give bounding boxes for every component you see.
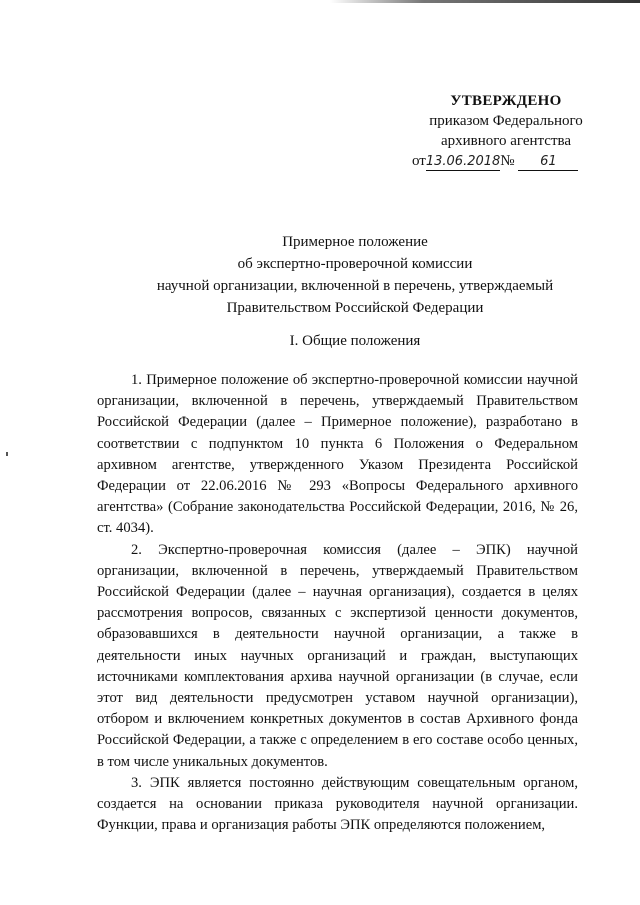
paragraph-2: 2. Экспертно-проверочная комиссия (далее – ЭПК) научной организации, включенной в перечень, утверждаемый Правительством Российской Федерации (далее – научная организация), создается в целях рассмотрения вопросов, связанных с экспертизой ценности документов, образовавшихся в деятельности научной организации, а также в деятельности иных научных организаций и граждан, выступающих источниками комплектования архива научной организации (в случае, если этот вид деятельности предусмотрен уставом научной организации), отбором и включением конкретных документов в состав Архивного фонда Российской Федерации, а также с определением в его составе особо ценных, в том числе уникальных документов.: [97, 541, 578, 770]
section-title: I. Общие положения: [289, 333, 421, 349]
paragraph-3: 3. ЭПК является постоянно действующим совещательным органом, создается на основании приказа руководителя научной организации. Функции, права и организация работы ЭПК определяются положением,: [97, 774, 578, 834]
paragraph-1: 1. Примерное положение об экспертно-проверочной комиссии научной организации, включенной в перечень, утверждаемый Правительством Российской Федерации (далее – Примерное положение), разработано в соответствии с подпунктом 10 пункта 6 Положения о Федеральном архивном агентстве, утвержденного Указом Президента Российской Федерации от 22.06.2016 № 293 «Вопросы Федерального архивного агентства» (Собрание законодательства Российской Федерации, 2016, № 26, ст. 4034).: [97, 372, 578, 537]
scan-edge-line: [330, 0, 640, 3]
document-title-line-1: Примерное положение: [282, 234, 428, 250]
approval-title: УТВЕРЖДЕНО: [450, 93, 562, 109]
date-prefix: от: [412, 153, 426, 169]
document-title-line-2: об экспертно-проверочной комиссии: [237, 256, 473, 272]
document-title-line-3: научной организации, включенной в перечень, утверждаемый: [156, 278, 554, 294]
approval-line-1: приказом Федерального: [429, 113, 583, 129]
document-title: [100, 231, 610, 319]
document-title-line-4: Правительством Российской Федерации: [226, 300, 484, 316]
approval-block: [406, 91, 606, 171]
handwritten-date: 13.06.2018: [425, 154, 501, 169]
approval-date-line: [406, 151, 606, 171]
handwritten-number: 61: [518, 154, 578, 171]
approval-line-2: архивного агентства: [440, 133, 572, 149]
scan-mark: [6, 452, 8, 456]
document-body: [97, 370, 578, 836]
number-prefix: №: [500, 153, 515, 169]
